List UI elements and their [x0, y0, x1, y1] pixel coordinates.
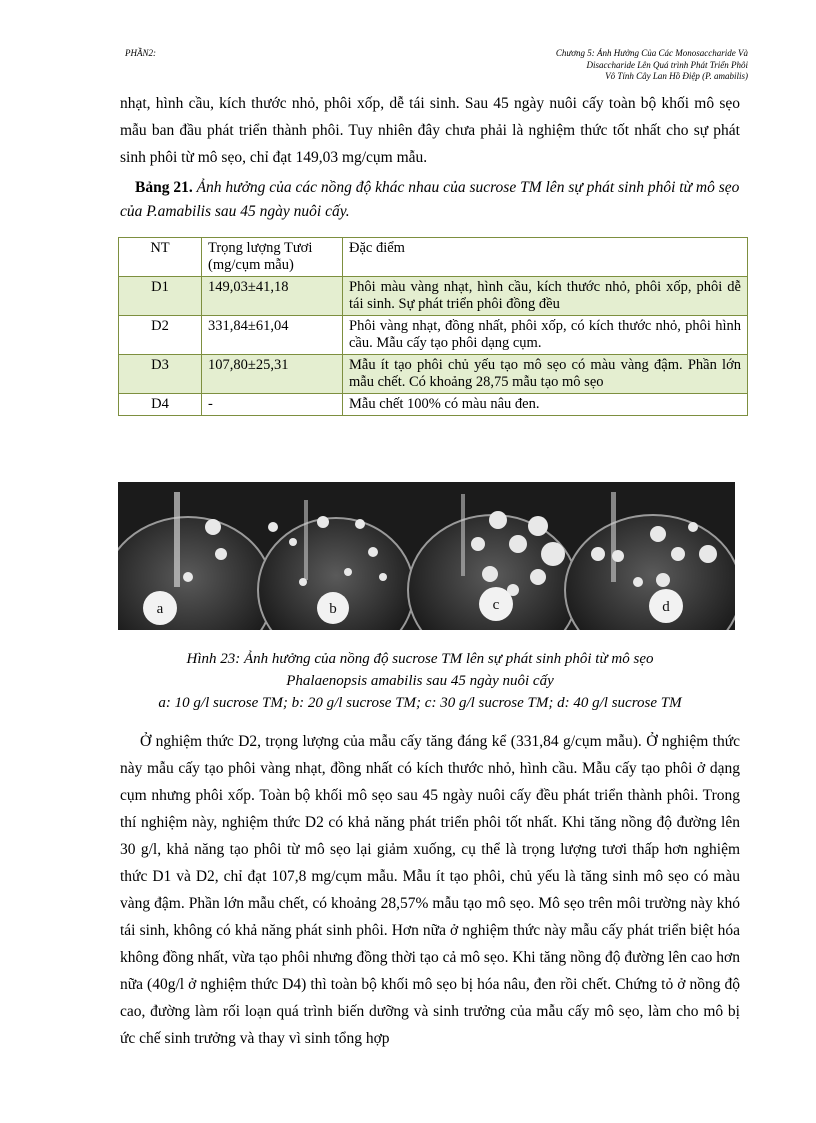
results-table: [118, 237, 748, 416]
header-cell: NT: [119, 238, 202, 277]
figure-caption: [100, 648, 740, 714]
cell-nt: D2: [119, 316, 202, 355]
cell-weight: 331,84±61,04: [202, 316, 343, 355]
table-header-row: [119, 238, 748, 277]
figure-caption-line: Hình 23: Ảnh hưởng của nồng độ sucrose TM lên sự phát sinh phôi từ mô sẹo: [186, 651, 654, 667]
cell-weight: 149,03±41,18: [202, 277, 343, 316]
petri-dish-photo: [118, 482, 735, 630]
paragraph-discussion: Ở nghiệm thức D2, trọng lượng của mẫu cấy tăng đáng kể (331,84 g/cụm mẫu). Ở nghiệm thức này mẫu cấy tạo phôi vàng nhạt, đồng nhất có kích thước nhỏ, hình cầu. Mẫu cấy tạo phôi ở dạng cụm nhưng phôi xốp. Toàn bộ khối mô sẹo sau 45 ngày nuôi cấy đều phát triển thành phôi. Trong thí nghiệm này, nghiệm thức D2 có khả năng phát triển phôi tốt nhất. Khi tăng nồng độ đường lên 30 g/l, khả năng tạo phôi từ mô sẹo lại giảm xuống, cụ thể là trọng lượng tươi thấp hơn nghiệm thức D1 và D2, chỉ đạt 107,8 mg/cụm mẫu. Mẫu ít tạo phôi, chủ yếu là tăng sinh mô sẹo có màu vàng đậm. Phần lớn mẫu chết, có khoảng 28,57% mẫu tạo mô sẹo. Mô sẹo trên môi trường này khó tái sinh, không có khả năng phát sinh phôi. Hơn nữa ở nghiệm thức này mẫu cấy phát triển biệt hóa không đồng nhất, vừa tạo phôi nhưng đồng thời tạo cả mô sẹo. Khi tăng nồng độ đường lên cao hơn nữa (40g/l ở nghiệm thức D4) thì toàn bộ khối mô sẹo bị hóa nâu, đen rồi chết. Chứng tỏ ở nồng độ cao, đường làm rối loạn quá trình biến dưỡng và sinh trưởng của mẫu cấy mô sẹo, làm cho mô bị ức chế sinh trưởng và thay vì sinh tổng hợp: [120, 733, 740, 1047]
header-line: Vô Tính Cây Lan Hồ Điệp (P. amabilis): [605, 71, 748, 81]
table-row: [119, 394, 748, 416]
figure-caption-line: a: 10 g/l sucrose TM; b: 20 g/l sucrose TM; c: 30 g/l sucrose TM; d: 40 g/l sucrose TM: [158, 695, 682, 711]
cell-desc: Phôi màu vàng nhạt, hình cầu, kích thước nhỏ, phôi xốp, phôi dễ tái sinh. Sự phát triển phôi đồng đều: [343, 277, 748, 316]
header-line: Chương 5: Ảnh Hưởng Của Các Monosaccharide Và: [555, 48, 748, 58]
table-row: [119, 316, 748, 355]
header-cell: Đặc điểm: [343, 238, 748, 277]
table-caption-label: Bảng 21.: [135, 179, 193, 196]
cell-desc: Mẫu ít tạo phôi chủ yếu tạo mô sẹo có màu vàng đậm. Phần lớn mẫu chết. Có khoảng 28,75 mẫu tạo mô sẹo: [343, 355, 748, 394]
label-c: c: [492, 597, 500, 613]
label-a: a: [156, 601, 164, 617]
table-row: [119, 355, 748, 394]
table-caption: [120, 176, 745, 224]
table-caption-text: Ảnh hưởng của các nồng độ khác nhau của sucrose TM lên sự phát sinh phôi từ mô sẹo của P.amabilis sau 45 ngày nuôi cấy.: [120, 179, 740, 220]
label-d: d: [662, 599, 670, 615]
cell-nt: D1: [119, 277, 202, 316]
header-section-label: PHẦN2:: [125, 48, 156, 58]
figure-caption-line: Phalaenopsis amabilis sau 45 ngày nuôi cấy: [286, 673, 554, 689]
table-row: [119, 277, 748, 316]
label-b: b: [329, 601, 337, 617]
cell-nt: D4: [119, 394, 202, 416]
header-cell: Trọng lượng Tươi (mg/cụm mẫu): [202, 238, 343, 277]
cell-weight: 107,80±25,31: [202, 355, 343, 394]
cell-desc: Mẫu chết 100% có màu nâu đen.: [343, 394, 748, 416]
cell-weight: -: [202, 394, 343, 416]
header-chapter-title: [488, 48, 748, 83]
cell-desc: Phôi vàng nhạt, đồng nhất, phôi xốp, có kích thước nhỏ, phôi hình cầu. Mẫu cấy tạo phôi dạng cụm.: [343, 316, 748, 355]
header-line: Disaccharide Lên Quá trình Phát Triển Phôi: [586, 59, 748, 70]
cell-nt: D3: [119, 355, 202, 394]
paragraph-intro: nhạt, hình cầu, kích thước nhỏ, phôi xốp, dễ tái sinh. Sau 45 ngày nuôi cấy toàn bộ khối mô sẹo mẫu ban đầu phát triển thành phôi. Tuy nhiên đây chưa phải là nghiệm thức tốt nhất cho sự phát sinh phôi từ mô sẹo, chỉ đạt 149,03 mg/cụm mẫu.: [120, 95, 740, 166]
photo-illustration: [118, 482, 735, 630]
